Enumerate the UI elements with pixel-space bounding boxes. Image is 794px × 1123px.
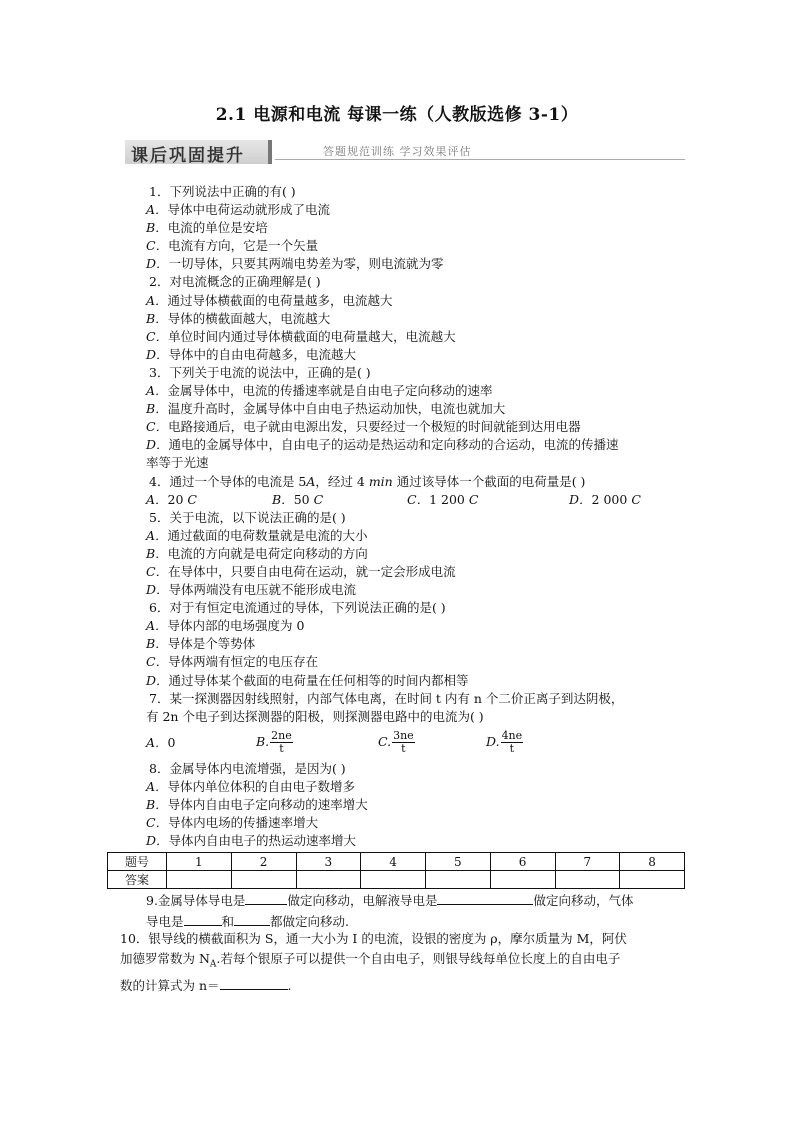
q2-option-c: C．单位时间内通过导体横截面的电荷量越大，电流越大 [146, 328, 456, 344]
q3-option-c: C．电路接通后，电子就由电源出发，只要经过一个极短的时间就能到达用电器 [146, 419, 581, 435]
q7-options [146, 726, 691, 760]
q1-stem: 1．下列说法中正确的有( ) [149, 184, 296, 199]
q7-option-c: C. $\frac{3ne}{t}$ [378, 729, 414, 756]
q5-option-d: D．导体两端没有电压就不能形成电流 [146, 582, 357, 598]
q10-line1: 10．银导线的横截面积为 S，通一大小为 I 的电流，设银的密度为 ρ，摩尔质量为 M，阿伏 [120, 931, 627, 946]
answer-cell[interactable] [620, 871, 685, 889]
q10-line2: 加德罗常数为 $N_A$.若每个银原子可以提供一个自由电子，则银导线每单位长度上的自由电子 [120, 951, 621, 970]
q7-stem-line1: 7．某一探测器因射线照射，内部气体电离，在时间 t 内有 n 个二价正离子到达阴极， [149, 690, 624, 706]
q4-option-d: D．2 000 C [569, 491, 641, 507]
q9-line1: 9.金属导体导电是 做定向移动，电解液导电是 做定向移动，气体 [146, 890, 691, 911]
q8-option-c: C．导体内电场的传播速率增大 [146, 815, 319, 831]
q3-option-d: D．通电的金属导体中，自由电子的运动是热运动和定向移动的合运动，电流的传播速 [146, 437, 619, 453]
banner-box [125, 140, 272, 164]
q8-option-d: D．导体内自由电子的热运动速率增大 [146, 833, 357, 849]
q1-option-a: A．导体中电荷运动就形成了电流 [146, 202, 331, 218]
answer-cell[interactable] [361, 871, 426, 889]
answer-table [107, 852, 685, 889]
answer-table-cell: 3 [296, 853, 361, 871]
page-title: 2.1 电源和电流 每课一练（人教版选修 3-1） [215, 105, 579, 125]
q3-stem: 3．下列关于电流的说法中，正确的是( ) [149, 364, 371, 380]
q6-option-a: A．导体内部的电场强度为 0 [146, 618, 305, 634]
answer-cell[interactable] [231, 871, 296, 889]
q9-blank-4[interactable] [234, 911, 270, 926]
q6-stem: 6．对于有恒定电流通过的导体，下列说法正确的是( ) [149, 600, 446, 616]
q3-option-b: B．温度升高时，金属导体中自由电子热运动加快，电流也就加大 [146, 401, 506, 417]
answer-cell[interactable] [555, 871, 620, 889]
q2-stem: 2．对电流概念的正确理解是( ) [149, 274, 321, 290]
q2-option-b: B．导体的横截面越大，电流越大 [146, 310, 331, 326]
q7-option-d: D. $\frac{4ne}{t}$ [486, 729, 523, 756]
q8-stem: 8．金属导体内电流增强，是因为( ) [149, 760, 346, 776]
q9-line2: 导电是 和 都做定向移动. [146, 911, 691, 932]
q1-option-c: C．电流有方向，它是一个矢量 [146, 238, 319, 254]
q9-blank-1[interactable] [245, 890, 287, 905]
q9-blank-2[interactable] [437, 890, 533, 905]
q10 [120, 929, 690, 996]
q4-stem: 4．通过一个导体的电流是 5A，经过 4 min 通过该导体一个截面的电荷量是( ) [149, 473, 586, 489]
answer-table-cell: 8 [620, 853, 685, 871]
answer-table-cell: 1 [167, 853, 232, 871]
q10-blank[interactable] [220, 975, 288, 990]
q8-option-b: B．导体内自由电子定向移动的速率增大 [146, 797, 368, 812]
banner-divider [275, 159, 685, 160]
q9 [146, 890, 691, 931]
answer-cell[interactable] [296, 871, 361, 889]
answer-table-cell: 7 [555, 853, 620, 871]
q2-option-d: D．导体中的自由电荷越多，电流越大 [146, 346, 357, 362]
answer-cell[interactable] [490, 871, 555, 889]
q1-option-b: B．电流的单位是安培 [146, 220, 268, 236]
q1-option-d: D．一切导体，只要其两端电势差为零，则电流就为零 [146, 256, 444, 272]
q10-line3: 数的计算式为 n＝ . [120, 975, 690, 996]
q6-option-c: C．导体两端有恒定的电压存在 [146, 654, 319, 670]
q5-option-a: A．通过截面的电荷数量就是电流的大小 [146, 527, 368, 543]
answer-table-answer-row [108, 871, 685, 889]
q2-option-a: A．通过导体横截面的电荷量越多，电流越大 [146, 292, 393, 308]
answer-table-cell: 6 [490, 853, 555, 871]
q6-option-b: B．导体是个等势体 [146, 636, 256, 652]
answer-table-label: 答案 [108, 871, 167, 889]
q7-option-b: B. $\frac{2ne}{t}$ [256, 729, 292, 756]
q3-option-a: A．金属导体中，电流的传播速率就是自由电子定向移动的速率 [146, 383, 493, 399]
q5-stem: 5．关于电流，以下说法正确的是( ) [149, 509, 346, 525]
banner-title: 课后巩固提升 [131, 146, 245, 166]
q5-option-c: C．在导体中，只要自由电荷在运动，就一定会形成电流 [146, 563, 456, 579]
answer-table-cell: 4 [361, 853, 426, 871]
q3-option-d-cont: 率等于光速 [146, 455, 209, 471]
section-banner [125, 140, 685, 164]
q7-option-a: A．0 [146, 734, 176, 750]
answer-cell[interactable] [426, 871, 491, 889]
answer-table-number-row [108, 853, 685, 871]
banner-subtitle: 答题规范训练 学习效果评估 [323, 145, 472, 158]
q5-option-b: B．电流的方向就是电荷定向移动的方向 [146, 545, 368, 561]
question-list [146, 183, 691, 850]
answer-table-label: 题号 [108, 853, 167, 871]
q4-options [146, 491, 691, 509]
answer-cell[interactable] [167, 871, 232, 889]
q4-option-c: C．1 200 C [407, 491, 479, 507]
answer-table-cell: 2 [231, 853, 296, 871]
q4-option-b: B．50 C [272, 491, 324, 507]
q8-option-a: A．导体内单位体积的自由电子数增多 [146, 778, 356, 794]
q6-option-d: D．通过导体某个截面的电荷量在任何相等的时间内都相等 [146, 672, 469, 688]
q7-stem-line2: 有 2n 个电子到达探测器的阳极，则探测器电路中的电流为( ) [146, 708, 484, 724]
q4-option-a: A．20 C [146, 491, 197, 507]
answer-table-cell: 5 [426, 853, 491, 871]
q9-blank-3[interactable] [184, 911, 222, 926]
